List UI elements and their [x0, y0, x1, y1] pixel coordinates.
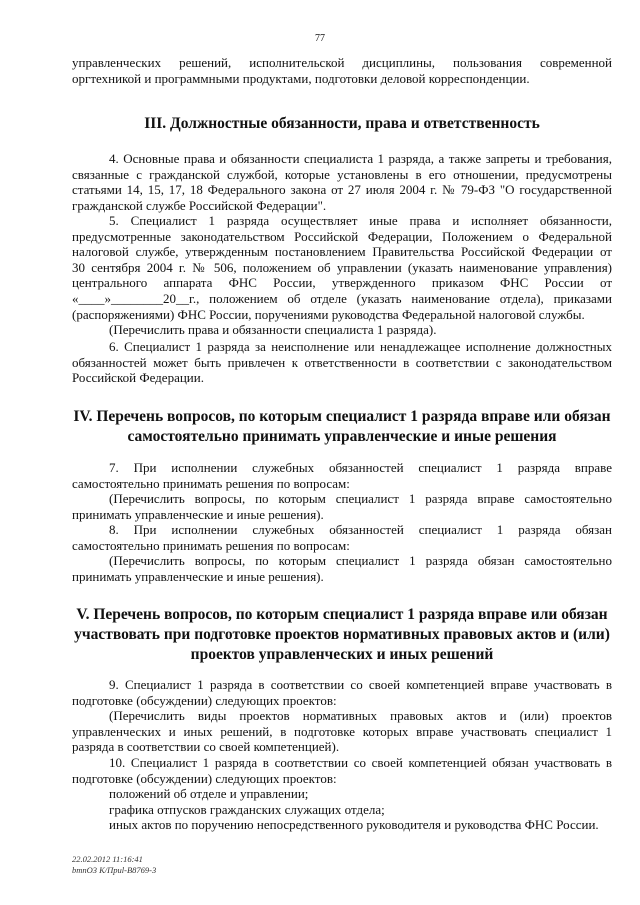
- section-4-title: [56, 407, 628, 447]
- footer-line: 22.02.2012 11:16:41: [72, 854, 143, 864]
- title-line: участвовать при подготовке проектов нормативных правовых актов и (или): [74, 626, 610, 643]
- text-line: управленческих решений, исполнительской дисциплины, пользования современной: [72, 55, 612, 70]
- paragraph-9: [72, 677, 612, 708]
- text-line: оргтехникой и программными продуктами, подготовки деловой корреспонденции.: [72, 70, 530, 86]
- list-item: положений об отделе и управлении;: [109, 786, 309, 801]
- text-line: 8. При исполнении служебных обязанностей специалист 1 разряда обязан: [109, 522, 612, 537]
- text-line: 30 сентября 2004 г. № 506, положением об управлении (указать наименование управления): [72, 259, 612, 275]
- text-line: 7. При исполнении служебных обязанностей специалист 1 разряда вправе: [109, 460, 612, 475]
- text-line: (Перечислить права и обязанности специалиста 1 разряда).: [109, 322, 437, 337]
- text-line: (Перечислить вопросы, по которым специалист 1 разряда вправе самостоятельно: [109, 491, 612, 506]
- text-line: 9. Специалист 1 разряда в соответствии со своей компетенцией вправе участвовать в: [109, 677, 612, 692]
- paragraph-7-note: [72, 491, 612, 522]
- paragraph-10-items: [72, 786, 612, 833]
- paragraph-10: [72, 755, 612, 786]
- text-line: принимать управленческие и иные решения).: [72, 506, 324, 522]
- text-line: (Перечислить виды проектов нормативных правовых актов и (или) проектов: [109, 708, 612, 723]
- text-line: самостоятельно принимать решения по вопросам:: [72, 537, 350, 553]
- title-line: проектов управленческих и иных решений: [190, 646, 494, 663]
- text-line: обязанностей может быть привлечен к ответственности в соответствии с законодательством: [72, 354, 612, 370]
- paragraph-8-note: [72, 553, 612, 584]
- text-line: самостоятельно принимать решения по вопросам:: [72, 475, 350, 491]
- paragraph-6: [72, 339, 612, 386]
- paragraph-8: [72, 522, 612, 553]
- section-3-title: III. Должностные обязанности, права и ответственность: [144, 115, 540, 132]
- text-line: 4. Основные права и обязанности специалиста 1 разряда, а также запреты и требования,: [109, 151, 612, 166]
- title-line: V. Перечень вопросов, по которым специалист 1 разряда вправе или обязан: [76, 606, 608, 623]
- text-line: подготовке (обсуждении) следующих проектов:: [72, 692, 337, 708]
- list-item: графика отпусков гражданских служащих отдела;: [109, 801, 385, 817]
- text-line: Российской Федерации.: [72, 370, 204, 386]
- text-line: разряда в соответствии со своей компетенцией).: [72, 739, 340, 755]
- text-line: гражданской службе Российской Федерации".: [72, 197, 327, 213]
- text-line: налоговой службе, утвержденным постановлением Правительства Российской Федерации от: [72, 244, 612, 260]
- text-line: (Перечислить вопросы, по которым специалист 1 разряда обязан самостоятельно: [109, 553, 612, 568]
- text-line: статьями 14, 15, 17, 18 Федерального закона от 27 июля 2004 г. № 79-ФЗ "О государственной: [72, 182, 612, 198]
- paragraph-9-note: [72, 708, 612, 755]
- text-line: предусмотренные законодательством Российской Федерации, Положением о Федеральной: [72, 228, 612, 244]
- title-line: IV. Перечень вопросов, по которым специалист 1 разряда вправе или обязан: [73, 408, 611, 425]
- text-line: 6. Специалист 1 разряда за неисполнение или ненадлежащее исполнение должностных: [109, 339, 612, 354]
- intro-paragraph: [72, 55, 612, 86]
- text-line: управленческих и иных решений, в подготовке которых вправе участвовать специалист 1: [72, 723, 612, 739]
- paragraph-5-note: [72, 322, 612, 338]
- text-line: подготовке (обсуждении) следующих проектов:: [72, 770, 337, 786]
- section-5-title: [56, 605, 628, 665]
- text-line: центрального аппарата ФНС России, утвержденного приказом ФНС России от: [72, 275, 612, 291]
- text-line: «____»________20__г., положением об отделе (указать наименование отдела), приказами: [72, 290, 612, 306]
- text-line: связанные с гражданской службой, которые установлены в его отношении, предусмотрены: [72, 166, 612, 182]
- title-line: самостоятельно принимать управленческие и иные решения: [127, 428, 557, 445]
- paragraph-5: [72, 213, 612, 322]
- text-line: 10. Специалист 1 разряда в соответствии со своей компетенцией обязан участвовать в: [109, 755, 612, 770]
- page-number: 77: [315, 33, 325, 44]
- text-line: (распоряжениями) ФНС России, поручениями руководства Федеральной налоговой службы.: [72, 306, 585, 322]
- paragraph-4: [72, 151, 612, 213]
- footer-line: bmnO3 К/Приl-B8769-3: [72, 865, 157, 875]
- text-line: 5. Специалист 1 разряда осуществляет иные права и исполняет обязанности,: [109, 213, 612, 228]
- footer-stamp: [72, 854, 156, 876]
- text-line: принимать управленческие и иные решения).: [72, 568, 324, 584]
- list-item: иных актов по поручению непосредственного руководителя и руководства ФНС России.: [109, 817, 599, 833]
- paragraph-7: [72, 460, 612, 491]
